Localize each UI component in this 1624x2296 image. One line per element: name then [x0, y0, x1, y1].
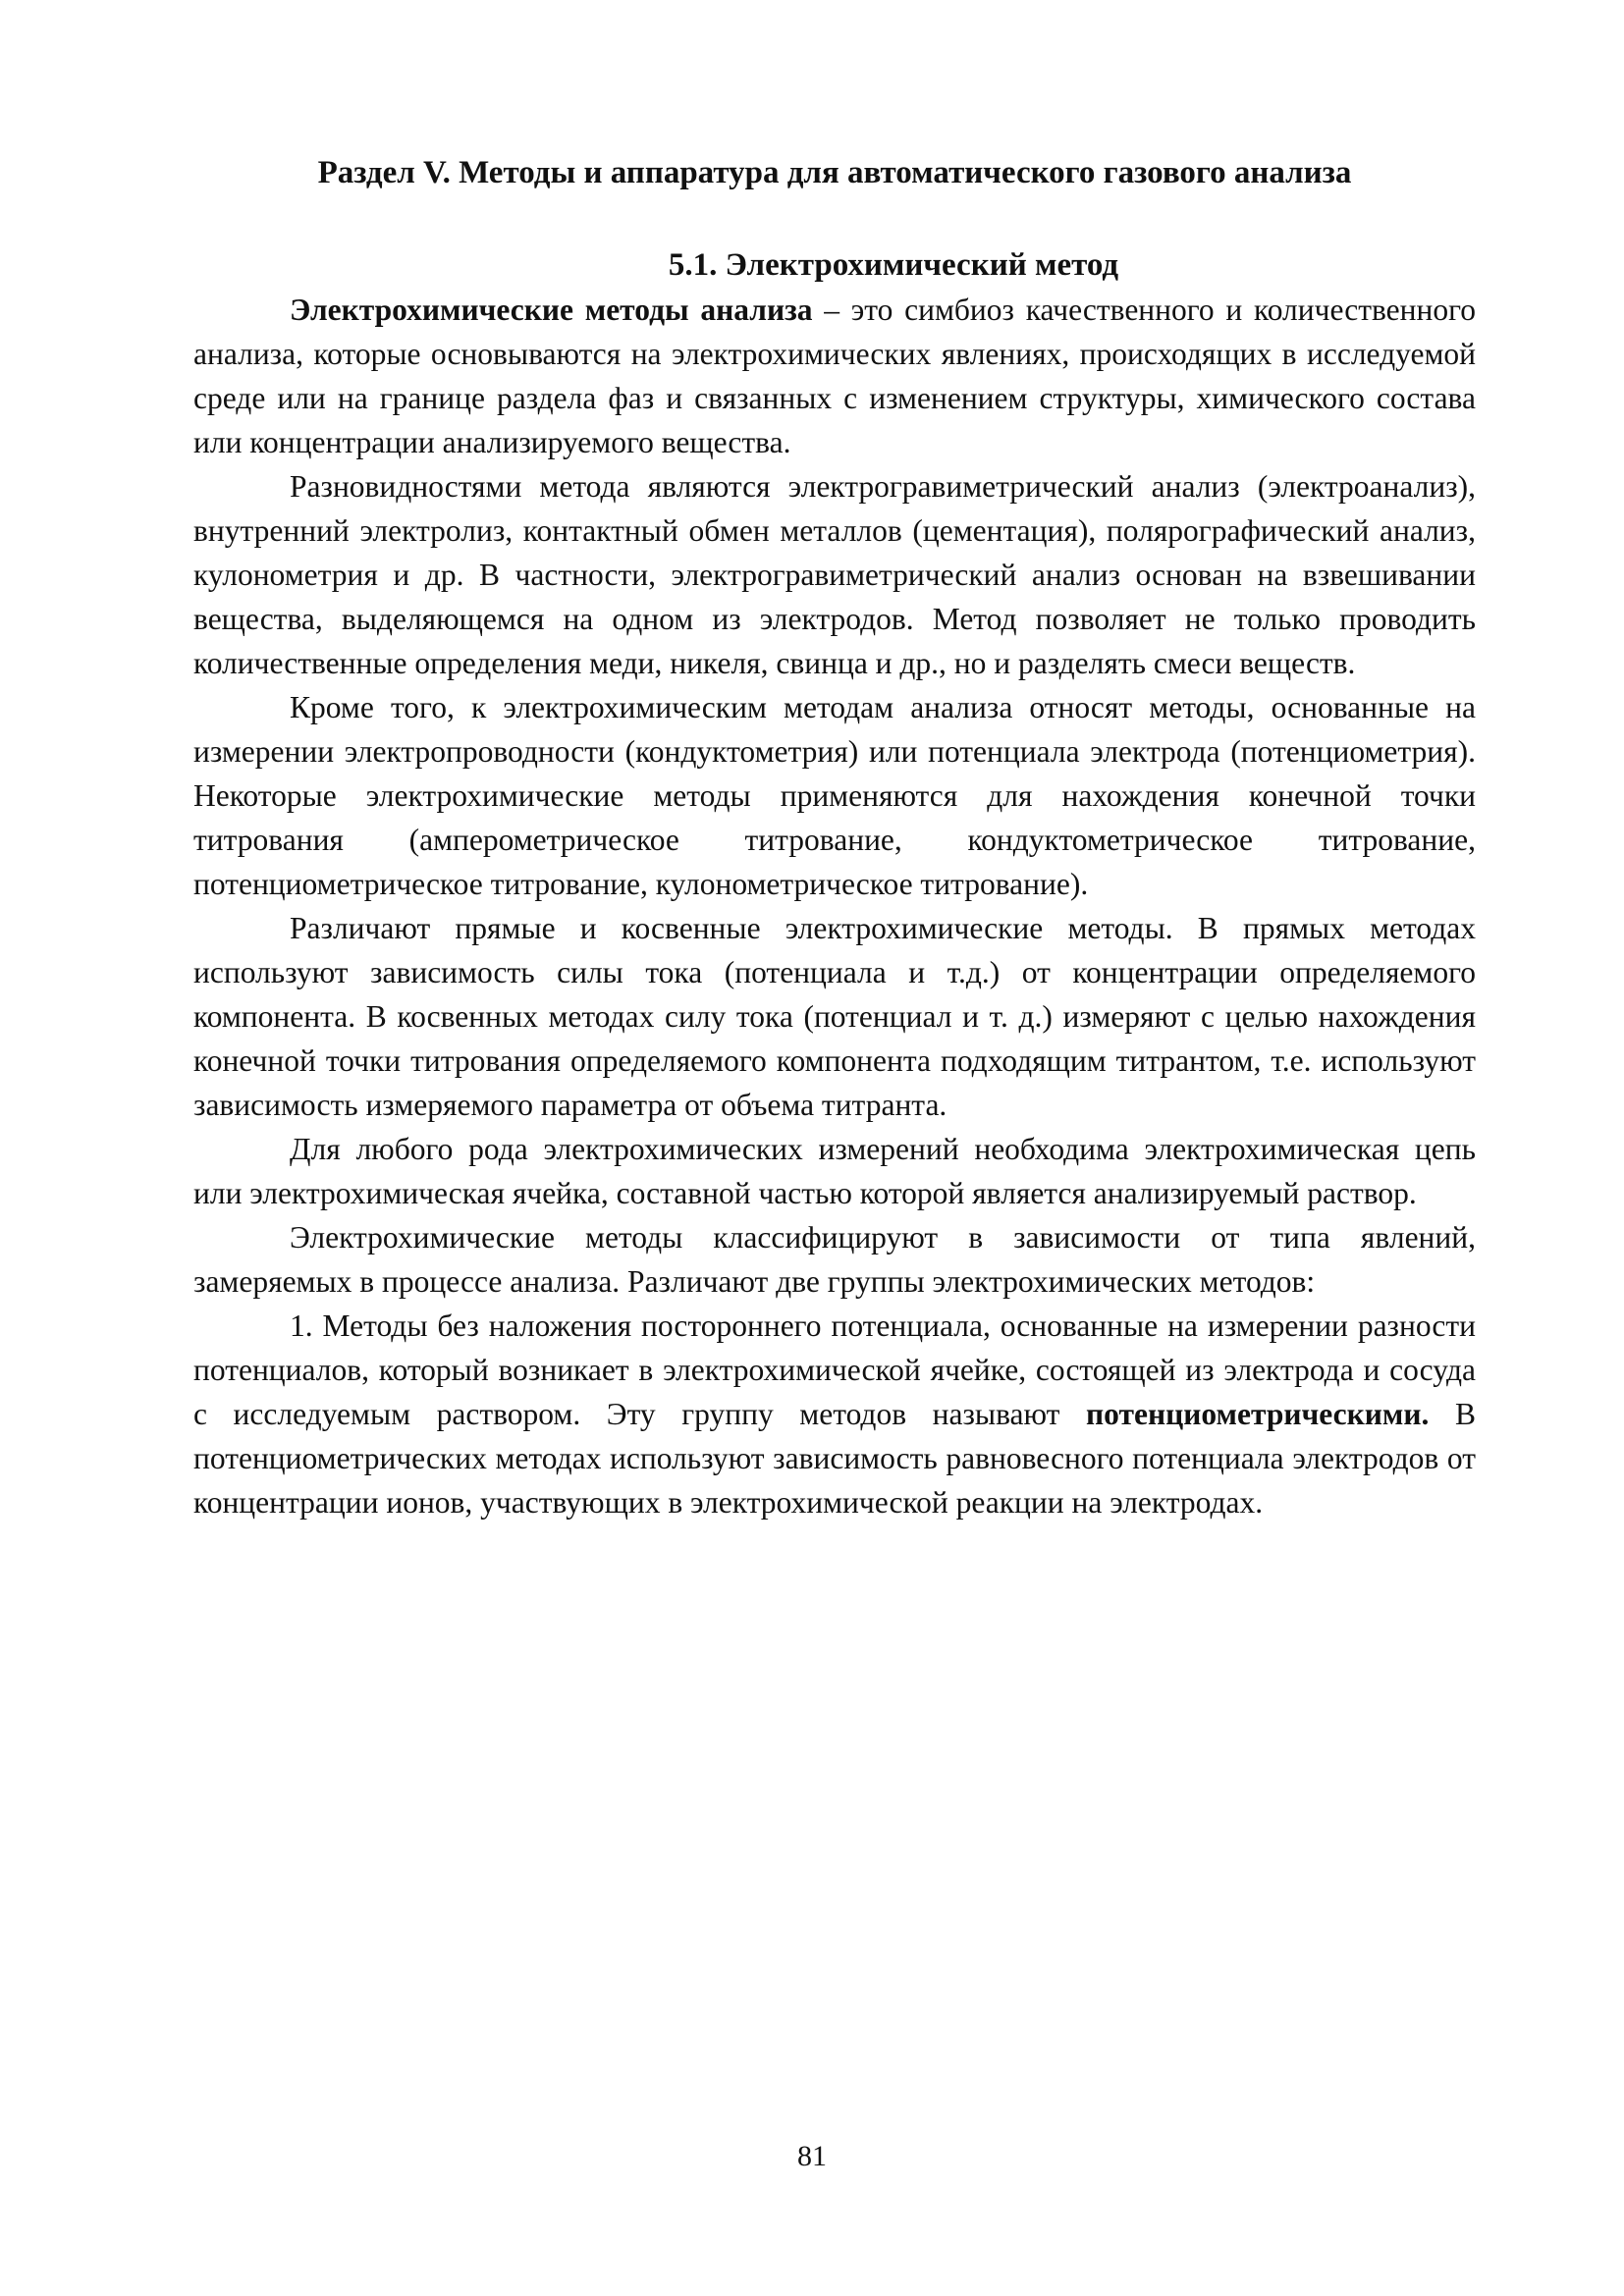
paragraph-varieties: Разновидностями метода являются электрогравиметрический анализ (электроанализ), внутренний электролиз, контактный обмен металлов (цементация), полярографический анализ, кулонометрия и др. В частности, электрогравиметрический анализ основан на взвешивании вещества, выделяющемся на одном из электродов. Метод позволяет не только проводить количественные определения меди, никеля, свинца и др., но и разделять смеси веществ. [193, 469, 1476, 680]
paragraph-text: 1. Методы без наложения постороннего потенциала, основанные на измерении разности потенциалов, который возникает в электрохимической ячейке, состоящей из электрода и сосуда с исследуемым раствором. Эту группу методов называют [193, 1308, 1476, 1431]
paragraph-cell: Для любого рода электрохимических измерений необходима электрохимическая цепь или электрохимическая ячейка, составной частью которой является анализируемый раствор. [193, 1132, 1476, 1210]
paragraph-direct-indirect: Различают прямые и косвенные электрохимические методы. В прямых методах используют зависимость силы тока (потенциала и т.д.) от концентрации определяемого компонента. В косвенных методах силу тока (потенциал и т. д.) измеряют с целью нахождения конечной точки титрования определяемого компонента подходящим титрантом, т.е. используют зависимость измеряемого параметра от объема титранта. [193, 911, 1476, 1122]
subsection-title: 5.1. Электрохимический метод [668, 247, 1119, 283]
page-number: 81 [797, 2140, 827, 2172]
paragraph-classification: Электрохимические методы классифицируют в зависимости от типа явлений, замеряемых в процессе анализа. Различают две группы электрохимических методов: [193, 1220, 1476, 1299]
paragraph-list-item-1 [193, 1304, 1476, 1524]
document-page [193, 147, 1476, 1524]
paragraph-text: В потенциометрических методах используют зависимость равновесного потенциала электродов от концентрации ионов, участвующих в электрохимической реакции на электродах. [193, 1397, 1476, 1520]
defined-term: Электрохимические методы анализа [290, 293, 813, 327]
section-title: Раздел V. Методы и аппаратура для автоматического газового анализа [317, 155, 1352, 190]
defined-term: потенциометрическими. [1086, 1397, 1430, 1431]
paragraph-definition [193, 288, 1476, 464]
paragraph-text: – это симбиоз качественного и количественного анализа, которые основываются на электрохимических явлениях, происходящих в исследуемой среде или на границе раздела фаз и связанных с изменением структуры, химического состава или концентрации анализируемого вещества. [193, 293, 1476, 459]
paragraph-conductometry: Кроме того, к электрохимическим методам анализа относят методы, основанные на измерении электропроводности (кондуктометрия) или потенциала электрода (потенциометрия). Некоторые электрохимические методы применяются для нахождения конечной точки титрования (амперометрическое титрование, кондуктометрическое титрование, потенциометрическое титрование, кулонометрическое титрование). [193, 690, 1476, 901]
